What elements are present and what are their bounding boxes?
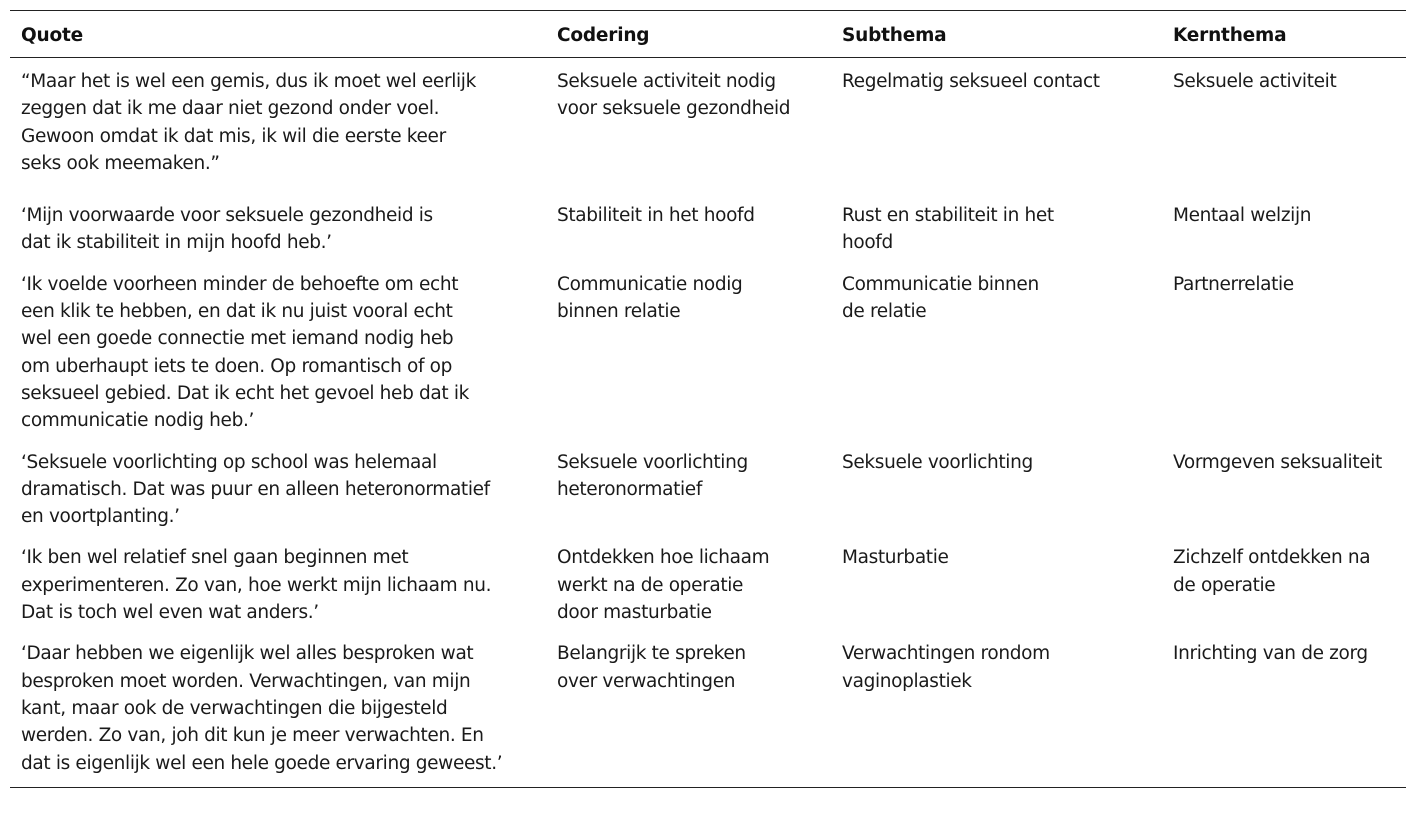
subthema-cell [831,449,1162,545]
subthema-text-line: hoofd [842,232,893,254]
codering-cell [546,271,831,449]
column-header-quote: Quote [21,25,83,46]
quote-text-line: ‘Ik ben wel relatief snel gaan beginnen met [21,547,409,569]
codering-text-line: Seksuele activiteit nodig [557,71,776,92]
subthema-text-line: Seksuele voorlichting [842,451,1033,473]
quote-text-line: dramatisch. Dat was puur en alleen heteronormatief [21,478,490,500]
quote-text-line: communicatie nodig heb.’ [21,410,255,432]
column-header-subthema: Subthema [842,25,947,46]
thematic-analysis-table [10,10,1406,788]
kernthema-text-line: Inrichting van de zorg [1173,643,1368,665]
quote-text-line: wel een goede connectie met iemand nodig heb [21,328,454,350]
quote-cell [10,544,546,640]
quote-text-line: Gewoon omdat ik dat mis, ik wil die eerste keer [21,125,446,147]
quote-text-line: experimenteren. Zo van, hoe werkt mijn lichaam nu. [21,574,492,596]
quote-text-line: ‘Daar hebben we eigenlijk wel alles besproken wat [21,643,474,665]
subthema-cell [831,544,1162,640]
quote-cell [10,640,546,787]
subthema-cell [831,640,1162,787]
quote-text-line: dat is eigenlijk wel een hele goede ervaring geweest.’ [21,752,503,774]
quote-text-line: dat ik stabiliteit in mijn hoofd heb.’ [21,232,332,254]
quote-text-line: een klik te hebben, en dat ik nu juist vooral echt [21,301,453,323]
quote-text-line: en voortplanting.’ [21,506,180,528]
table-row [10,202,1406,271]
subthema-text-line: de relatie [842,301,927,323]
codering-text-line: door masturbatie [557,602,712,624]
quote-text-line: werden. Zo van, joh dit kun je meer verwachten. En [21,725,484,747]
kernthema-cell [1162,271,1406,449]
table-row [10,271,1406,449]
table-body [10,58,1406,788]
subthema-text-line: Rust en stabiliteit in het [842,205,1054,227]
kernthema-cell [1162,640,1406,787]
header-row [10,11,1406,58]
kernthema-cell [1162,544,1406,640]
subthema-text-line: vaginoplastiek [842,670,972,692]
subthema-text-line: Masturbatie [842,547,949,569]
kernthema-text-line: Zichzelf ontdekken na [1173,547,1371,569]
codering-text-line: over verwachtingen [557,670,736,692]
subthema-cell [831,58,1162,203]
codering-cell [546,640,831,787]
subthema-text-line: Verwachtingen rondom [842,643,1050,665]
kernthema-text-line: Mentaal welzijn [1173,205,1312,227]
subthema-text-line: Communicatie binnen [842,273,1039,295]
kernthema-text-line: de operatie [1173,574,1276,596]
quote-text-line: ‘Ik voelde voorheen minder de behoefte om echt [21,273,459,295]
quote-cell [10,449,546,545]
table-row [10,640,1406,787]
kernthema-text-line: Partnerrelatie [1173,273,1294,295]
subthema-cell [831,202,1162,271]
codering-text-line: Belangrijk te spreken [557,643,746,665]
codering-cell [546,202,831,271]
subthema-cell [831,271,1162,449]
quote-text-line: zeggen dat ik me daar niet gezond onder voel. [21,98,440,120]
table-row [10,544,1406,640]
codering-cell [546,449,831,545]
kernthema-cell [1162,449,1406,545]
column-header-kernthema: Kernthema [1173,25,1287,46]
quote-cell [10,202,546,271]
codering-text-line: werkt na de operatie [557,574,744,596]
codering-text-line: Communicatie nodig [557,273,743,295]
kernthema-cell [1162,202,1406,271]
codering-text-line: Ontdekken hoe lichaam [557,547,770,569]
codering-text-line: Seksuele voorlichting [557,451,748,473]
table-row [10,449,1406,545]
quote-text-line: besproken moet worden. Verwachtingen, van mijn [21,670,471,692]
quote-cell [10,271,546,449]
kernthema-text-line: Seksuele activiteit [1173,71,1337,92]
codering-cell [546,544,831,640]
kernthema-text-line: Vormgeven seksualiteit [1173,451,1382,473]
codering-cell [546,58,831,203]
quote-text-line: om uberhaupt iets te doen. Op romantisch of op [21,355,453,377]
codering-text-line: binnen relatie [557,301,681,323]
quote-text-line: seks ook meemaken.” [21,152,220,174]
kernthema-cell [1162,58,1406,203]
thematic-analysis-table-container [10,10,1406,788]
quote-text-line: Dat is toch wel even wat anders.’ [21,602,319,624]
codering-text-line: voor seksuele gezondheid [557,98,791,120]
quote-text-line: ‘Seksuele voorlichting op school was helemaal [21,451,437,473]
codering-text-line: Stabiliteit in het hoofd [557,205,755,227]
quote-text-line: ‘Mijn voorwaarde voor seksuele gezondheid is [21,205,433,227]
quote-text-line: kant, maar ook de verwachtingen die bijgesteld [21,697,448,719]
codering-text-line: heteronormatief [557,478,702,500]
column-header-codering: Codering [557,25,650,46]
quote-text-line: seksueel gebied. Dat ik echt het gevoel heb dat ik [21,382,469,404]
quote-text-line: “Maar het is wel een gemis, dus ik moet wel eerlijk [21,71,476,92]
table-row [10,58,1406,203]
quote-cell [10,58,546,203]
table-header [10,11,1406,58]
subthema-text-line: Regelmatig seksueel contact [842,71,1100,92]
